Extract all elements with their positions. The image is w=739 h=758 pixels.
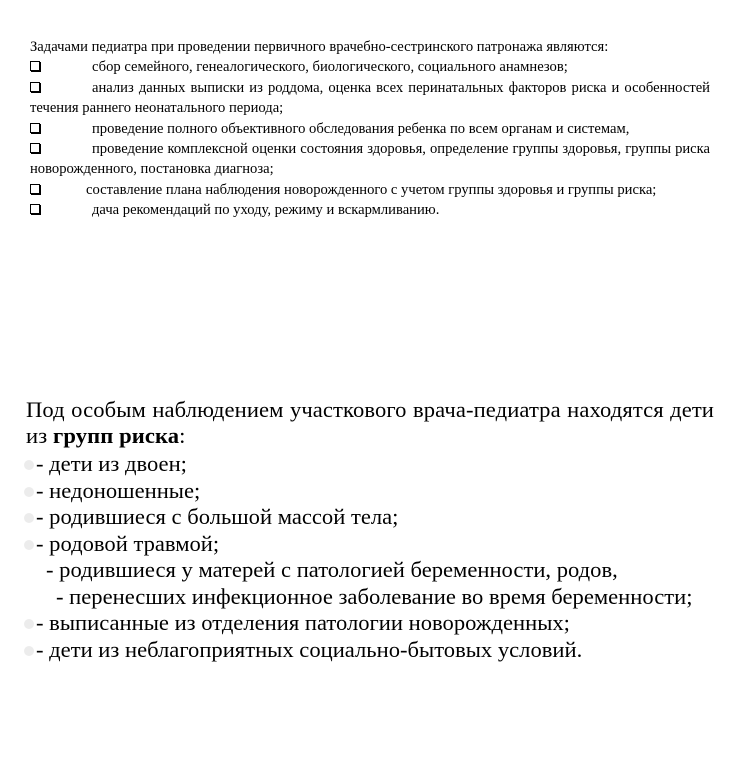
risk-group-item: [26, 584, 714, 611]
task-text: сбор семейного, генеалогического, биологического, социального анамнезов;: [92, 59, 568, 76]
risk-group-item: [26, 610, 714, 637]
risk-group-text: - перенесших инфекционное заболевание во время беременности;: [56, 583, 693, 609]
task-item: [30, 139, 710, 180]
risk-intro-bold: групп риска: [52, 423, 180, 448]
task-text: составление плана наблюдения новорожденного с учетом группы здоровья и группы риска;: [86, 181, 657, 198]
faint-dot-icon: [24, 513, 34, 523]
risk-groups-section: [26, 397, 714, 663]
faint-dot-icon: [24, 487, 34, 497]
risk-intro-end: :: [179, 423, 186, 448]
checkbox-icon: [30, 123, 40, 133]
risk-group-text: - родовой травмой;: [36, 530, 220, 556]
patronage-tasks-section: [30, 37, 710, 221]
task-text: проведение полного объективного обследования ребенка по всем органам и системам,: [92, 120, 630, 137]
risk-group-item: [26, 504, 714, 531]
checkbox-icon: [30, 184, 40, 194]
tasks-intro: Задачами педиатра при проведении первичного врачебно-сестринского патронажа являются:: [30, 39, 609, 55]
task-item: [30, 119, 710, 139]
risk-group-text: - недоношенные;: [36, 477, 201, 503]
checkbox-icon: [30, 204, 40, 214]
risk-group-text: - родившиеся у матерей с патологией беременности, родов,: [46, 557, 618, 582]
risk-group-text: - дети из двоен;: [36, 451, 187, 476]
checkbox-icon: [30, 82, 40, 92]
faint-dot-icon: [24, 540, 34, 550]
risk-group-item: [26, 451, 714, 478]
risk-intro-text: Под особым наблюдением участкового врача-педиатра находятся дети из: [26, 397, 714, 448]
faint-dot-icon: [24, 460, 34, 470]
risk-group-text: - дети из неблагоприятных социально-бытовых условий.: [36, 636, 583, 662]
faint-dot-icon: [24, 619, 34, 629]
task-text: проведение комплексной оценки состояния здоровья, определение группы здоровья, группы риска новорожденного, постановка диагноза;: [30, 141, 710, 178]
task-text: анализ данных выписки из роддома, оценка всех перинатальных факторов риска и особенностей течения раннего неонатального периода;: [30, 79, 710, 117]
risk-group-item: [26, 478, 714, 505]
risk-group-text: - родившиеся с большой массой тела;: [36, 504, 399, 529]
risk-groups-intro: [26, 397, 714, 449]
risk-group-item: [26, 557, 714, 584]
faint-dot-icon: [24, 646, 34, 656]
task-item: [30, 180, 710, 200]
checkbox-icon: [30, 143, 40, 153]
task-item: [30, 200, 710, 220]
risk-group-item: [26, 531, 714, 558]
risk-group-item: [26, 637, 714, 664]
task-item: [30, 78, 710, 119]
checkbox-icon: [30, 61, 40, 71]
task-item: [30, 57, 710, 77]
task-text: дача рекомендаций по уходу, режиму и вскармливанию.: [92, 202, 440, 219]
risk-group-text: - выписанные из отделения патологии новорожденных;: [36, 610, 570, 635]
